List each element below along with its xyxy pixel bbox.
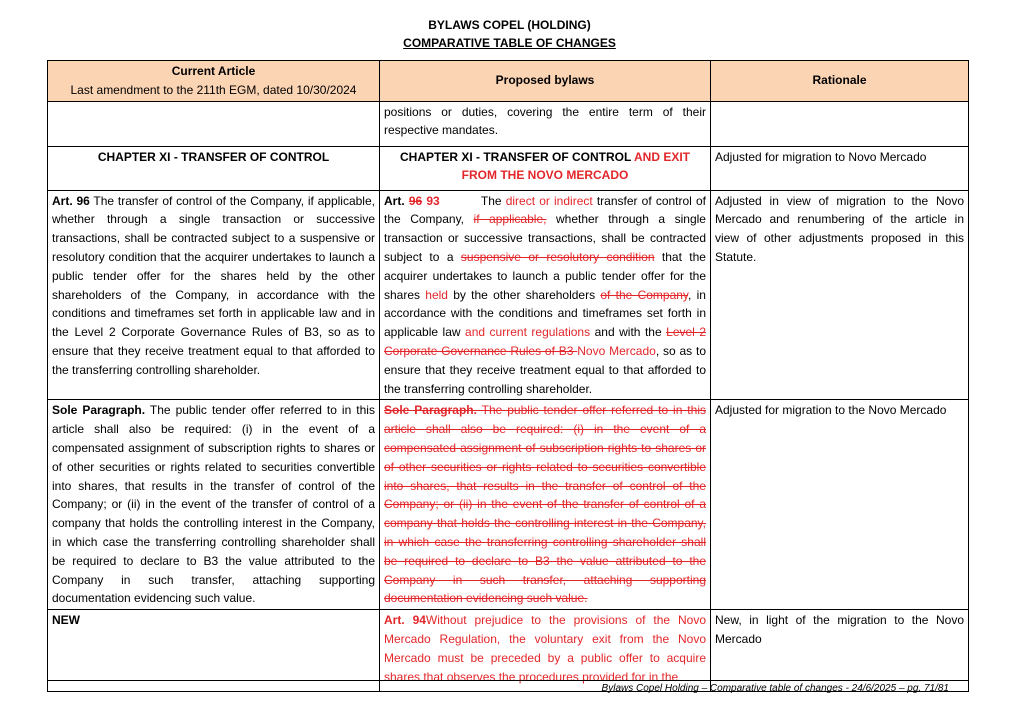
proposed-cell: Art. 96 93 The direct or indirect transfer of control of the Company, if applicable, whether through a single transaction or successive transactions, shall be contracted subject to a suspensive or resolutory condition that the acquirer undertakes to launch a public tender offer for the shares held by the other shareholders of the Company, in accordance with the conditions and timeframes set forth in applicable law and current regulations and with the Level 2 Corporate Governance Rules of B3 Novo Mercado, so as to ensure that they receive treatment equal to that afforded to the transferring controlling shareholder.: [380, 190, 711, 400]
deleted-text: Level 2 Corporate Governance Rules of B3: [384, 325, 706, 358]
rationale-cell: Adjusted for migration to Novo Mercado: [711, 146, 969, 190]
added-text: and current regulations: [465, 325, 591, 340]
added-text: AND EXIT FROM THE NOVO MERCADO: [461, 149, 690, 183]
table-row: [48, 190, 969, 400]
column-header-current: [48, 61, 380, 102]
proposed-cell: Sole Paragraph. The public tender offer referred to in this article shall also be required: (i) in the event of a compensated assignment of subscription rights to shares or of other securities or rights related to securities convertible into shares, that results in the transfer of control of the Company; or (ii) in the event of the transfer of control of a company that holds the controlling interest in the Company, in which case the transferring controlling shareholder shall be required to declare to B3 the value attributed to the Company in such transfer, attaching supporting documentation evidencing such value.: [380, 400, 711, 610]
added-text: 93: [422, 193, 440, 208]
comparison-table: [47, 60, 969, 692]
column-header-rationale: Rationale: [711, 61, 969, 102]
deleted-text: of the Company: [600, 287, 689, 302]
column-header-current-subtitle: Last amendment to the 211th EGM, dated 10/30/2024: [70, 82, 357, 97]
proposed-cell: CHAPTER XI - TRANSFER OF CONTROL AND EXIT FROM THE NOVO MERCADO: [380, 146, 711, 190]
deleted-text: 96: [408, 193, 423, 208]
added-text: direct or indirect: [505, 193, 593, 208]
rationale-cell: Adjusted for migration to the Novo Mercado: [711, 400, 969, 610]
deleted-text: suspensive or resolutory condition: [460, 249, 655, 264]
proposed-cell: Art. 94Without prejudice to the provisions of the Novo Mercado Regulation, the voluntary exit from the Novo Mercado must be preceded by a public offer to acquire shares that observes the procedures provided for in the: [380, 610, 711, 692]
added-text: held: [425, 287, 448, 302]
table-header-row: [48, 61, 969, 102]
table-row: [48, 400, 969, 610]
column-header-current-title: Current Article: [171, 64, 256, 78]
footer-divider: [47, 680, 968, 681]
table-row: [48, 146, 969, 190]
added-text: Novo Mercado: [577, 343, 656, 358]
proposed-cell: positions or duties, covering the entire term of their respective mandates.: [380, 101, 711, 146]
current-cell: [48, 101, 380, 146]
current-cell: Art. 96 The transfer of control of the Company, if applicable, whether through a single transaction or successive transactions, shall be contracted subject to a suspensive or resolutory condition that the acquirer undertakes to launch a public tender offer for the shares held by the other shareholders of the Company, in accordance with the conditions and timeframes set forth in applicable law and in the Level 2 Corporate Governance Rules of B3, so as to ensure that they receive treatment equal to that afforded to the transferring controlling shareholder.: [48, 190, 380, 400]
rationale-cell: New, in light of the migration to the Novo Mercado: [711, 610, 969, 692]
current-cell: Sole Paragraph. The public tender offer referred to in this article shall also be required: (i) in the event of a compensated assignment of subscription rights to shares or of other securities or rights related to securities convertible into shares, that results in the transfer of control of the Company; or (ii) in the event of the transfer of control of a company that holds the controlling interest in the Company, in which case the transferring controlling shareholder shall be required to declare to B3 the value attributed to the Company in such transfer, attaching supporting documentation evidencing such value.: [48, 400, 380, 610]
document-subtitle: COMPARATIVE TABLE OF CHANGES: [403, 36, 616, 50]
page-footer: Bylaws Copel Holding – Comparative table of changes - 24/6/2025 – pg. 71/81: [601, 683, 949, 694]
current-cell: NEW: [48, 610, 380, 692]
rationale-cell: [711, 101, 969, 146]
rationale-cell: Adjusted in view of migration to the Novo Mercado and renumbering of the article in view of other adjustments proposed in this Statute.: [711, 190, 969, 400]
column-header-proposed: Proposed bylaws: [380, 61, 711, 102]
table-row: [48, 101, 969, 146]
document-title: BYLAWS COPEL (HOLDING): [428, 18, 591, 32]
deleted-text: if applicable,: [473, 212, 547, 227]
current-cell: CHAPTER XI - TRANSFER OF CONTROL: [48, 146, 380, 190]
